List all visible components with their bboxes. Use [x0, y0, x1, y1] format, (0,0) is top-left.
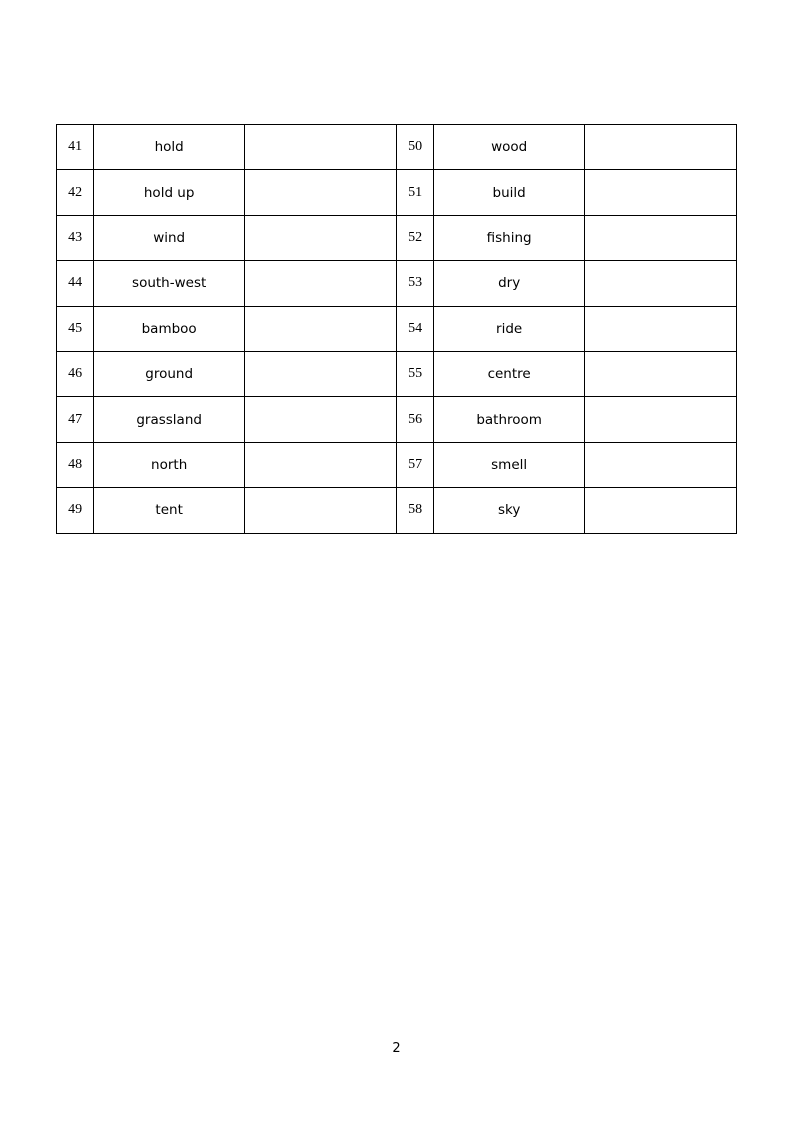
vocab-word: south-west [94, 261, 245, 306]
vocab-word: hold up [94, 170, 245, 215]
vocab-word: wind [94, 215, 245, 260]
vocab-word: dry [434, 261, 585, 306]
table-row [57, 397, 737, 442]
answer-blank [585, 215, 737, 260]
item-number: 48 [57, 442, 94, 487]
item-number: 54 [396, 306, 433, 351]
table-row [57, 215, 737, 260]
table-row [57, 442, 737, 487]
answer-blank [585, 125, 737, 170]
vocab-word: fishing [434, 215, 585, 260]
item-number: 41 [57, 125, 94, 170]
item-number: 58 [396, 488, 433, 533]
vocab-word: hold [94, 125, 245, 170]
answer-blank [245, 261, 397, 306]
answer-blank [245, 170, 397, 215]
item-number: 57 [396, 442, 433, 487]
answer-blank [245, 397, 397, 442]
item-number: 45 [57, 306, 94, 351]
vocab-word: sky [434, 488, 585, 533]
answer-blank [585, 442, 737, 487]
item-number: 44 [57, 261, 94, 306]
table-row [57, 125, 737, 170]
item-number: 43 [57, 215, 94, 260]
table-row [57, 170, 737, 215]
answer-blank [245, 125, 397, 170]
answer-blank [245, 351, 397, 396]
item-number: 56 [396, 397, 433, 442]
vocabulary-table [56, 124, 737, 534]
vocab-word: bamboo [94, 306, 245, 351]
vocab-word: north [94, 442, 245, 487]
item-number: 55 [396, 351, 433, 396]
vocab-word: build [434, 170, 585, 215]
vocab-word: centre [434, 351, 585, 396]
answer-blank [585, 306, 737, 351]
vocab-word: wood [434, 125, 585, 170]
answer-blank [245, 215, 397, 260]
item-number: 47 [57, 397, 94, 442]
answer-blank [245, 488, 397, 533]
vocab-word: smell [434, 442, 585, 487]
vocab-word: tent [94, 488, 245, 533]
table-row [57, 261, 737, 306]
page-number: 2 [392, 1041, 401, 1056]
vocab-word: grassland [94, 397, 245, 442]
table-row [57, 306, 737, 351]
answer-blank [245, 306, 397, 351]
item-number: 49 [57, 488, 94, 533]
item-number: 46 [57, 351, 94, 396]
item-number: 52 [396, 215, 433, 260]
answer-blank [585, 351, 737, 396]
table-row [57, 488, 737, 533]
answer-blank [585, 170, 737, 215]
vocab-word: bathroom [434, 397, 585, 442]
item-number: 50 [396, 125, 433, 170]
vocab-word: ground [94, 351, 245, 396]
item-number: 51 [396, 170, 433, 215]
item-number: 42 [57, 170, 94, 215]
table-row [57, 351, 737, 396]
vocab-word: ride [434, 306, 585, 351]
answer-blank [585, 397, 737, 442]
answer-blank [245, 442, 397, 487]
answer-blank [585, 488, 737, 533]
answer-blank [585, 261, 737, 306]
item-number: 53 [396, 261, 433, 306]
